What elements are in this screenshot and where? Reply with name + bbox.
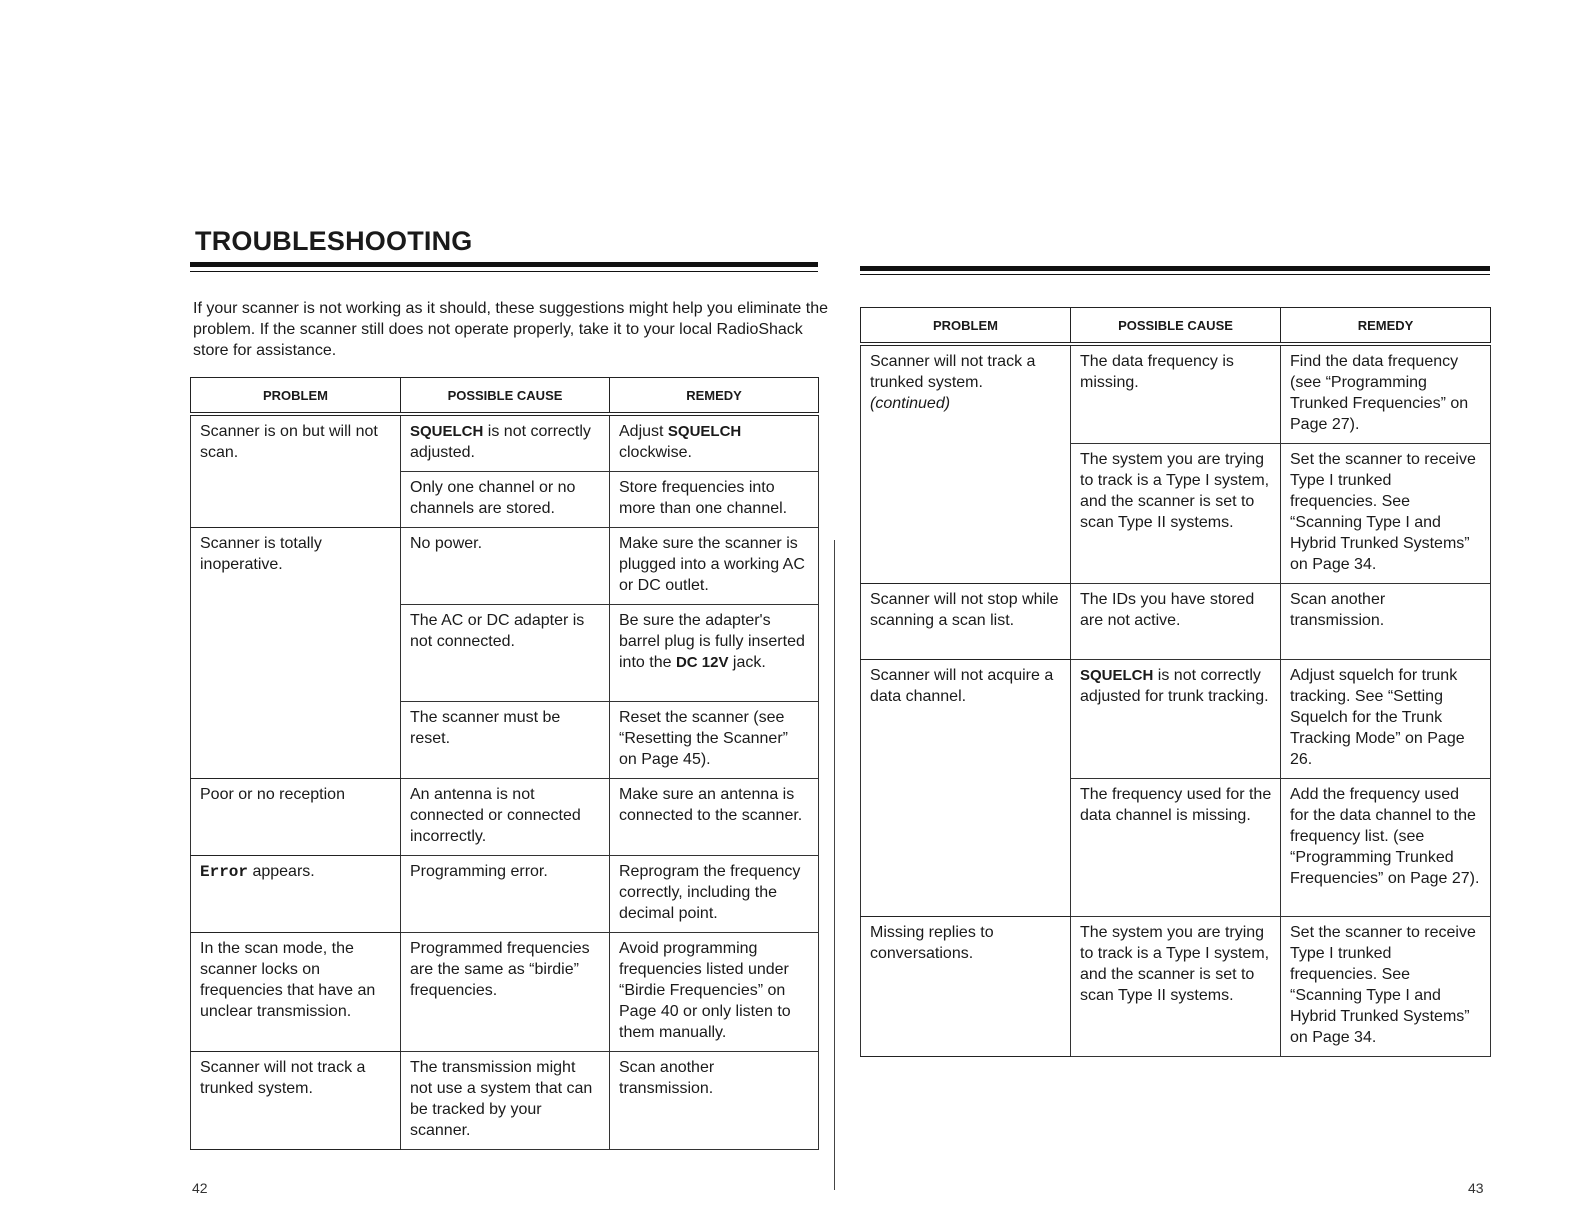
cause-cell: The data frequency is missing. bbox=[1071, 344, 1281, 444]
column-header-remedy: REMEDY bbox=[1281, 308, 1491, 345]
table-row bbox=[191, 528, 819, 605]
remedy-cell: Adjust squelch for trunk tracking. See “Setting Squelch for the Trunk Tracking Mode” on Page 26. bbox=[1281, 660, 1491, 779]
page-spine-divider bbox=[834, 540, 835, 1190]
cause-text: is not correctly adjusted. bbox=[410, 423, 591, 461]
page-title: TROUBLESHOOTING bbox=[195, 226, 473, 256]
remedy-cell: Reprogram the frequency correctly, including the decimal point. bbox=[610, 856, 819, 933]
column-header-remedy: REMEDY bbox=[610, 378, 819, 415]
page-number-right: 43 bbox=[1468, 1180, 1484, 1196]
cause-cell: An antenna is not connected or connected incorrectly. bbox=[401, 779, 610, 856]
remedy-cell bbox=[610, 414, 819, 472]
cause-cell: Programmed frequencies are the same as “birdie” frequencies. bbox=[401, 933, 610, 1052]
remedy-text: Adjust bbox=[619, 423, 668, 440]
remedy-cell: Make sure the scanner is plugged into a working AC or DC outlet. bbox=[610, 528, 819, 605]
problem-cell bbox=[191, 856, 401, 933]
title-rule-left-thin bbox=[190, 271, 818, 272]
remedy-text: clockwise. bbox=[619, 444, 692, 461]
cause-cell: The system you are trying to track is a Type I system, and the scanner is set to scan Type II systems. bbox=[1071, 917, 1281, 1057]
cause-cell: The AC or DC adapter is not connected. bbox=[401, 605, 610, 702]
problem-cell: Scanner will not stop while scanning a scan list. bbox=[861, 584, 1071, 660]
table-row bbox=[191, 414, 819, 472]
remedy-cell: Find the data frequency (see “Programming Trunked Frequencies” on Page 27). bbox=[1281, 344, 1491, 444]
column-header-problem: PROBLEM bbox=[861, 308, 1071, 345]
squelch-key: SQUELCH bbox=[667, 423, 742, 440]
problem-cell: Scanner will not acquire a data channel. bbox=[861, 660, 1071, 917]
remedy-cell: Set the scanner to receive Type I trunked frequencies. See “Scanning Type I and Hybrid Trunked Systems” on Page 34. bbox=[1281, 444, 1491, 584]
intro-paragraph: If your scanner is not working as it should, these suggestions might help you eliminate the problem. If the scanner still does not operate properly, take it to your local RadioShack store for assistance. bbox=[193, 300, 829, 359]
problem-cell: Scanner will not track a trunked system. bbox=[191, 1052, 401, 1150]
page-number-left: 42 bbox=[192, 1180, 208, 1196]
table-row bbox=[861, 917, 1491, 1057]
cause-cell: The IDs you have stored are not active. bbox=[1071, 584, 1281, 660]
remedy-text: jack. bbox=[728, 654, 766, 671]
cause-cell bbox=[401, 414, 610, 472]
table-row bbox=[861, 584, 1491, 660]
problem-cell: Scanner is totally inoperative. bbox=[191, 528, 401, 779]
problem-cell: Poor or no reception bbox=[191, 779, 401, 856]
troubleshooting-table-left bbox=[190, 377, 819, 1150]
continued-label: (continued) bbox=[870, 395, 951, 412]
table-row bbox=[861, 344, 1491, 444]
remedy-cell bbox=[610, 605, 819, 702]
title-rule-right bbox=[860, 266, 1490, 271]
problem-cell: Scanner is on but will not scan. bbox=[191, 414, 401, 528]
problem-text: Scanner will not track a trunked system. bbox=[870, 353, 1036, 391]
remedy-cell: Store frequencies into more than one channel. bbox=[610, 472, 819, 528]
dc-12v-key: DC 12V bbox=[675, 654, 729, 671]
remedy-cell: Reset the scanner (see “Resetting the Scanner” on Page 45). bbox=[610, 702, 819, 779]
column-header-problem: PROBLEM bbox=[191, 378, 401, 415]
problem-text: appears. bbox=[248, 863, 315, 880]
cause-cell: No power. bbox=[401, 528, 610, 605]
table-header-row bbox=[861, 308, 1491, 345]
remedy-cell: Avoid programming frequencies listed under “Birdie Frequencies” on Page 40 or only listen to them manually. bbox=[610, 933, 819, 1052]
remedy-cell: Scan another transmission. bbox=[1281, 584, 1491, 660]
remedy-cell: Scan another transmission. bbox=[610, 1052, 819, 1150]
troubleshooting-table-right bbox=[860, 307, 1491, 1057]
cause-text: is not correctly adjusted for trunk tracking. bbox=[1080, 667, 1269, 705]
cause-cell: Only one channel or no channels are stored. bbox=[401, 472, 610, 528]
cause-cell: The system you are trying to track is a Type I system, and the scanner is set to scan Type II systems. bbox=[1071, 444, 1281, 584]
error-display-text: Error bbox=[200, 863, 249, 881]
problem-cell: In the scan mode, the scanner locks on frequencies that have an unclear transmission. bbox=[191, 933, 401, 1052]
cause-cell: Programming error. bbox=[401, 856, 610, 933]
cause-cell bbox=[1071, 660, 1281, 779]
remedy-cell: Set the scanner to receive Type I trunked frequencies. See “Scanning Type I and Hybrid Trunked Systems” on Page 34. bbox=[1281, 917, 1491, 1057]
cause-cell: The scanner must be reset. bbox=[401, 702, 610, 779]
squelch-key: SQUELCH bbox=[410, 423, 484, 440]
squelch-key: SQUELCH bbox=[1080, 667, 1154, 684]
table-row bbox=[861, 660, 1491, 779]
cause-cell: The transmission might not use a system that can be tracked by your scanner. bbox=[401, 1052, 610, 1150]
cause-cell: The frequency used for the data channel is missing. bbox=[1071, 779, 1281, 917]
table-row bbox=[191, 1052, 819, 1150]
table-row bbox=[191, 779, 819, 856]
remedy-cell: Add the frequency used for the data channel to the frequency list. (see “Programming Trunked Frequencies” on Page 27). bbox=[1281, 779, 1491, 917]
table-header-row bbox=[191, 378, 819, 415]
table-row bbox=[191, 933, 819, 1052]
column-header-cause: POSSIBLE CAUSE bbox=[1071, 308, 1281, 345]
column-header-cause: POSSIBLE CAUSE bbox=[401, 378, 610, 415]
problem-cell bbox=[861, 344, 1071, 584]
remedy-cell: Make sure an antenna is connected to the scanner. bbox=[610, 779, 819, 856]
remedy-text: Be sure the adapter's barrel plug is fully inserted into the bbox=[619, 612, 805, 671]
title-rule-right-thin bbox=[860, 274, 1490, 275]
problem-cell: Missing replies to conversations. bbox=[861, 917, 1071, 1057]
title-rule-left bbox=[190, 262, 818, 267]
table-row bbox=[191, 856, 819, 933]
